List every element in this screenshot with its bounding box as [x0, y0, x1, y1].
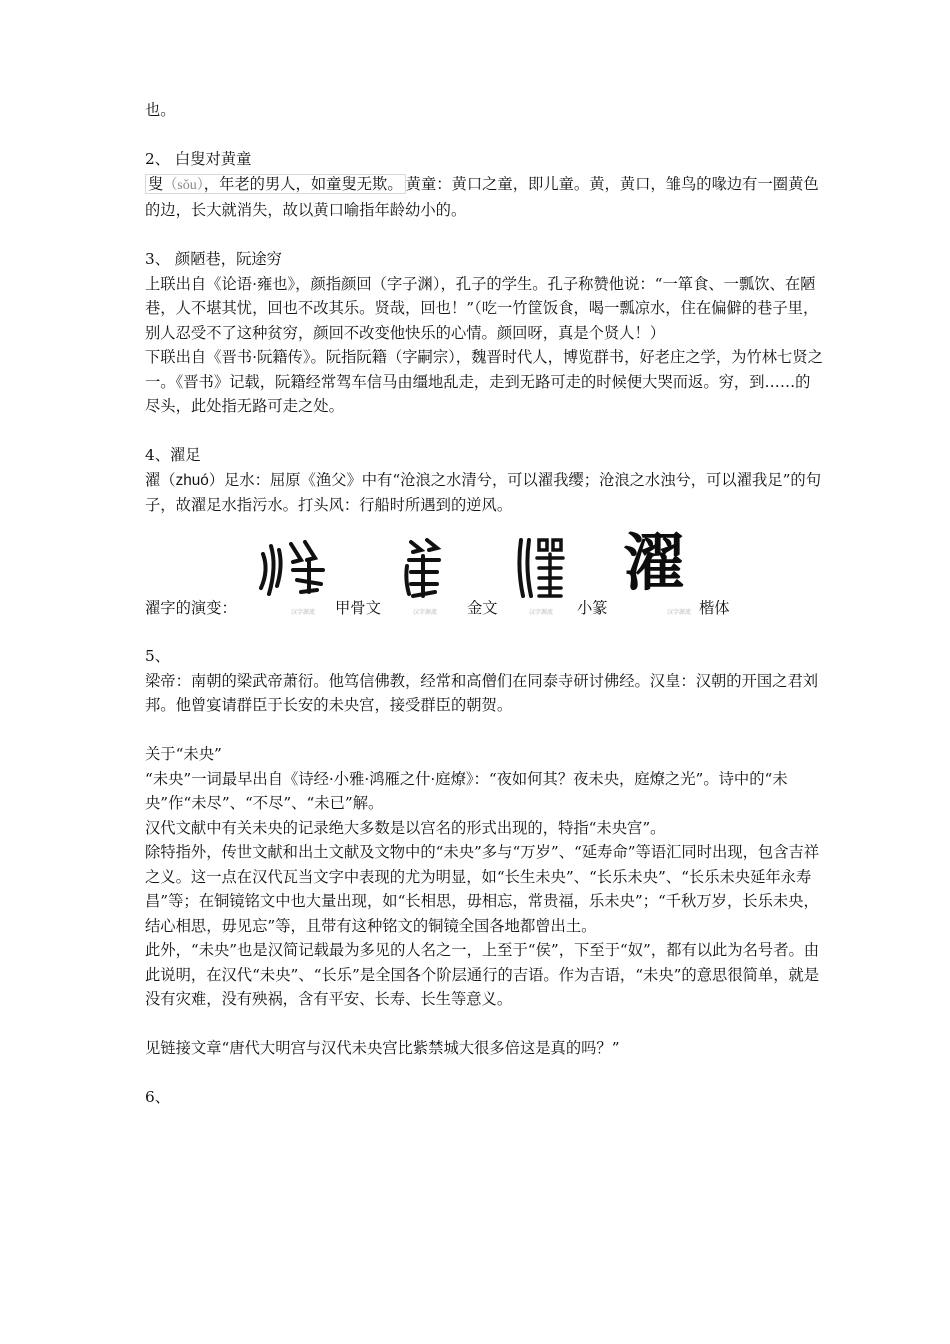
weiyang-paragraph-4: 此外，“未央”也是汉简记载最为多见的人名之一，上至于“侯”，下至于“奴”，都有以此为名号者。由此说明，在汉代“未央”、“长乐”是全国各个阶层通行的吉语。作为吉语，“未央”的意思很简单，就是没有灾难，没有殃祸，含有平安、长寿、长生等意义。 [145, 941, 820, 1008]
small-seal-glyph [515, 534, 567, 600]
weiyang-paragraph-2: 汉代文献中有关未央的记录绝大多数是以宫名的形式出现的，特指“未央宫”。 [145, 818, 666, 837]
definition-sou: ，年老的男人，如童叟无欺。 [203, 174, 403, 193]
section-3-paragraph-2: 下联出自《晋书·阮籍传》。阮指阮籍（字嗣宗），魏晋时代人，博览群书，好老庄之学，为竹林七贤之一。《晋书》记载，阮籍经常驾车信马由缰地乱走，走到无路可走的时候便大哭而返。穷，到……的尽头，此处指无路可走之处。 [145, 348, 823, 415]
oracle-bone-stamp: 汉字源流 [291, 608, 316, 616]
document-body [145, 98, 825, 1110]
caption-small-seal: 小篆 [577, 598, 608, 617]
section-6-title: 6、 [145, 1088, 171, 1106]
boxed-definition [145, 174, 406, 194]
definition-huangtong: 黄童：黄口之童，即儿童。黄，黄口，雏鸟的喙边有一圈黄色的边，长大就消失，故以黄口喻指年龄幼小的。 [145, 174, 819, 219]
section-4-paragraph: 濯（zhuó）足水：屈原《渔父》中有“沧浪之水清兮，可以濯我缨；沧浪之水浊兮，可以濯我足”的句子，故濯足水指污水。打头风：行船时所遇到的逆风。 [145, 470, 822, 514]
section-2-body [145, 172, 825, 223]
pinyin-sou: （sǒu） [163, 177, 204, 193]
bronze-stamp: 汉字源流 [413, 608, 438, 616]
small-seal-stamp: 汉字源流 [529, 608, 554, 616]
weiyang-paragraph-1: “未央”一词最早出自《诗经·小雅·鸿雁之什·庭燎》：“夜如何其？夜未央，庭燎之光”。诗中的“未央”作“未尽”、“不尽”、“未已”解。 [145, 769, 788, 812]
oracle-bone-glyph [257, 536, 331, 600]
caption-oracle-bone: 甲骨文 [335, 598, 381, 617]
caption-bronze: 金文 [467, 598, 498, 617]
section-3-paragraph-1: 上联出自《论语·雍也》，颜指颜回（字子渊），孔子的学生。孔子称赞他说：“一箪食、一瓢饮、在陋巷，人不堪其忧，回也不改其乐。贤哉，回也！”（吃一竹筐饭食，喝一瓢凉水，住在偏僻的巷子里，别人忍受不了这种贫穷，颜回不改变他快乐的心情。颜回呀，真是个贤人！） [145, 274, 819, 342]
character-evolution-figure [145, 524, 825, 620]
pinyin-zhuo: zhuó [175, 471, 209, 489]
term-sou: 叟 [148, 174, 164, 193]
linked-article-note: 见链接文章“唐代大明宫与汉代未央宫比紫禁城大很多倍这是真的吗？” [145, 1039, 620, 1057]
regular-script-glyph: 濯 [623, 525, 686, 599]
continuation-text: 也。 [145, 101, 176, 119]
caption-regular-script: 楷体 [699, 598, 730, 617]
bronze-glyph [403, 536, 447, 600]
section-2-title: 2、 白叟对黄童 [145, 150, 252, 168]
weiyang-title: 关于“未央” [145, 745, 222, 763]
section-4-title: 4、濯足 [145, 446, 201, 464]
evolution-label: 濯字的演变： [145, 598, 237, 617]
section-3-title: 3、 颜陋巷，阮途穷 [145, 250, 282, 268]
weiyang-paragraph-3: 除特指外，传世文献和出土文献及文物中的“未央”多与“万岁”、“延寿命”等语汇同时出现，包含吉祥之义。这一点在汉代瓦当文字中表现的尤为明显，如“长生未央”、“长乐未央”、“长乐未央延年永寿昌”等；在铜镜铭文中也大量出现，如“长相思，毋相忘，常贵福，乐未央”；“千秋万岁，长乐未央，结心相思，毋见忘”等，且带有这种铭文的铜镜全国各地都曾出土。 [145, 843, 820, 935]
section-5-paragraph: 梁帝：南朝的梁武帝萧衍。他笃信佛教，经常和高僧们在同泰寺研讨佛经。汉皇：汉朝的开国之君刘邦。他曾宴请群臣于长安的未央宫，接受群臣的朝贺。 [145, 671, 819, 714]
regular-script-stamp: 汉字源流 [667, 608, 692, 616]
section-5-title: 5、 [145, 647, 171, 665]
